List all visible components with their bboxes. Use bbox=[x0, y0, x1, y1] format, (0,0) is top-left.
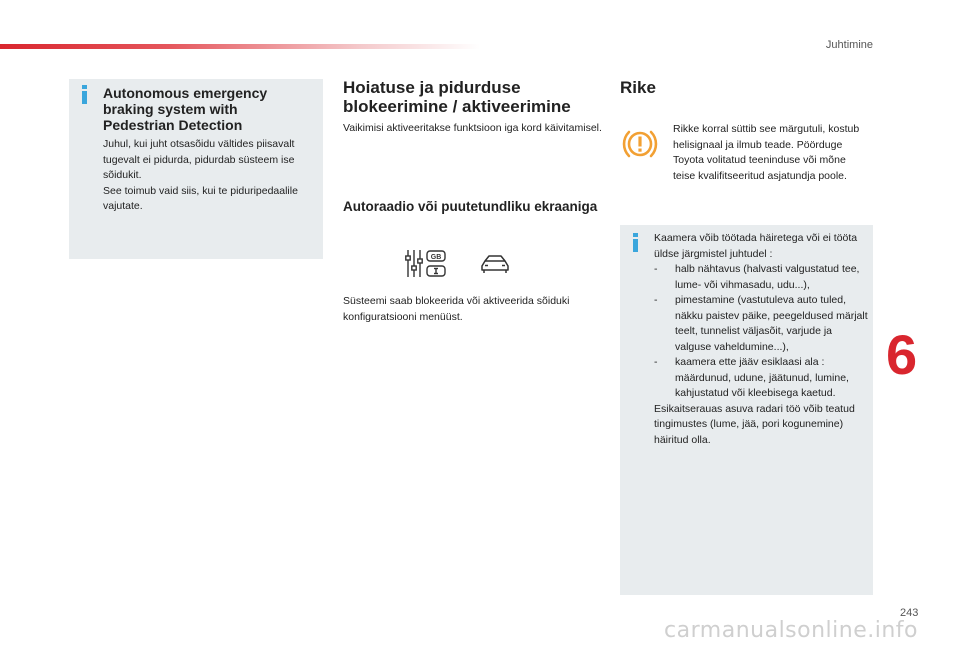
watermark: carmanualsonline.info bbox=[664, 618, 918, 643]
brake-warning-icon bbox=[621, 125, 659, 163]
car-icon bbox=[479, 252, 511, 274]
section-label: Juhtimine bbox=[825, 39, 873, 51]
info-box-title: Autonomous emergency braking system with Pedestrian Detection bbox=[103, 85, 268, 133]
info-icon bbox=[81, 85, 90, 104]
list-bullet: - bbox=[654, 263, 658, 275]
info-box-paragraph-2: See toimub vaid siis, kui te piduripedaalile vajutate. bbox=[103, 184, 298, 212]
paragraph-config-menu: Süsteemi saab blokeerida või aktiveerida sõiduki konfiguratsiooni menüüst. bbox=[343, 295, 570, 323]
vehicle-settings-icon bbox=[405, 247, 447, 279]
info-box-camera bbox=[620, 225, 873, 595]
camera-intro: Kaamera võib töötada häiretega või ei tööta üldse järgmistel juhtudel : bbox=[654, 232, 858, 260]
list-item: - pimestamine (vastutuleva auto tuled, näkku paistev päike, peegeldused märjalt teelt, tunnelist väljasõit, varjude ja valguse vaheldumine...), bbox=[654, 294, 868, 353]
paragraph-default-activation: Vaikimisi aktiveeritakse funktsioon iga kord käivitamisel. bbox=[343, 122, 602, 134]
info-box-paragraph-1: Juhul, kui juht otsasõidu vältides piisavalt tugevalt ei pidurda, pidurdab süsteem ise sõidukit. bbox=[103, 138, 295, 181]
header-accent-bar bbox=[0, 44, 480, 49]
subsection-title-touchscreen: Autoraadio või puutetundliku ekraaniga bbox=[343, 199, 598, 214]
list-item: - halb nähtavus (halvasti valgustatud tee, lume- või vihmasadu, udu...), bbox=[654, 263, 860, 291]
chapter-number: 6 bbox=[886, 323, 918, 386]
section-title-deactivation: Hoiatuse ja pidurduse blokeerimine / aktiveerimine bbox=[343, 78, 571, 116]
info-box-camera-text bbox=[654, 231, 870, 448]
camera-outro: Esikaitserauas asuva radari töö võib teatud tingimustes (lume, jää, pori kogunemine) häiritud olla. bbox=[654, 402, 855, 446]
settings-icon-label: GB bbox=[430, 254, 442, 261]
list-item: - kaamera ette jääv esiklaasi ala : määrdunud, udune, jäätunud, lumine, kahjustatud või kleebisega kaetud. bbox=[654, 356, 849, 399]
list-bullet: - bbox=[654, 356, 658, 368]
list-bullet: - bbox=[654, 294, 658, 306]
section-title-malfunction: Rike bbox=[620, 78, 656, 97]
info-box-text bbox=[103, 137, 313, 215]
paragraph-malfunction: Rikke korral süttib see märgutuli, kostub helisignaal ja ilmub teade. Pöörduge Toyota volitatud teeninduse või mõne teise kvalifitseeritud asjatundja poole. bbox=[673, 123, 860, 182]
info-icon bbox=[632, 233, 641, 252]
info-box-aeb bbox=[69, 79, 323, 259]
page-number: 243 bbox=[900, 607, 919, 619]
